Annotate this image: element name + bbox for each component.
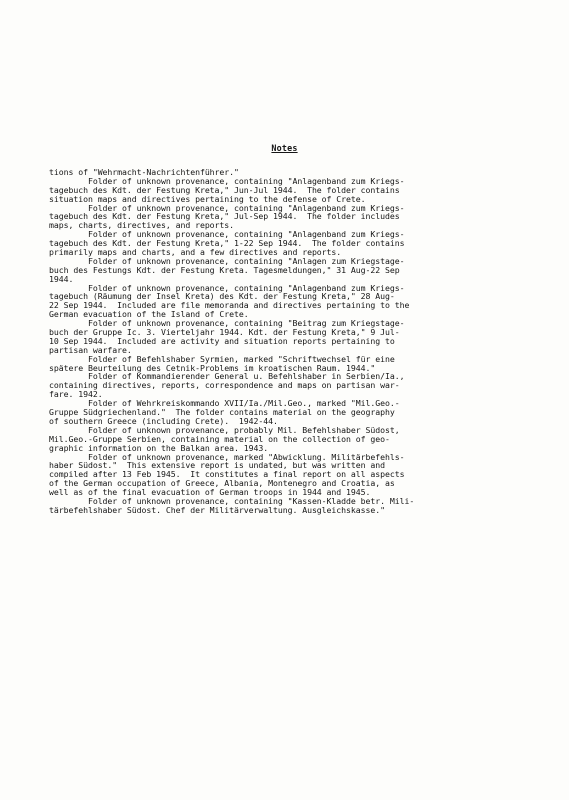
- paragraph: [49, 399, 527, 426]
- paragraph: [49, 319, 527, 355]
- text-line: tagebuch des Kdt. der Festung Kreta," Jul-Sep 1944. The folder includes: [49, 211, 400, 222]
- text-line: Folder of Befehlshaber Syrmien, marked "Schriftwechsel für eine: [49, 353, 395, 364]
- text-line: spätere Beurteilung des Cetnik-Problems im kroatischen Raum. 1944.": [49, 362, 376, 373]
- text-line: haber Südost." This extensive report is undated, but was written and: [49, 460, 385, 471]
- text-line: Folder of unknown provenance, containing "Beitrag zum Kriegstage-: [49, 318, 405, 329]
- text-line: Folder of unknown provenance, containing "Kassen-Kladde betr. Mili-: [49, 495, 415, 506]
- text-line: Mil.Geo.-Gruppe Serbien, containing material on the collection of geo-: [49, 433, 390, 444]
- text-line: German evacuation of the Island of Crete.: [49, 309, 249, 320]
- text-line: of the German occupation of Greece, Albania, Montenegro and Croatia, as: [49, 478, 395, 489]
- text-line: 10 Sep 1944. Included are activity and situation reports pertaining to: [49, 335, 395, 346]
- text-line: Folder of unknown provenance, containing "Anlagenband zum Kriegs-: [49, 282, 405, 293]
- text-line: buch des Festungs Kdt. der Festung Kreta. Tagesmeldungen," 31 Aug-22 Sep: [49, 264, 400, 275]
- text-line: tions of "Wehrmacht-Nachrichtenführer.": [49, 167, 239, 177]
- text-line: Folder of unknown provenance, containing "Anlagenband zum Kriegs-: [49, 175, 405, 186]
- text-line: Folder of Wehrkreiskommando XVII/Ia./Mil.Geo., marked "Mil.Geo.-: [49, 398, 400, 409]
- text-line: containing directives, reports, correspondence and maps on partisan war-: [49, 380, 400, 391]
- document-body: [49, 168, 527, 515]
- text-line: Folder of unknown provenance, probably Mil. Befehlshaber Südost,: [49, 424, 400, 435]
- text-line: partisan warfare.: [49, 344, 132, 355]
- text-line: buch der Gruppe Ic. 3. Vierteljahr 1944. Kdt. der Festung Kreta," 9 Jul-: [49, 327, 400, 338]
- text-line: Folder of unknown provenance, containing "Anlagen zum Kriegstage-: [49, 255, 405, 266]
- text-line: of southern Greece (including Crete). 1942-44.: [49, 415, 278, 426]
- text-line: situation maps and directives pertaining to the defense of Crete.: [49, 193, 366, 204]
- text-line: 22 Sep 1944. Included are file memoranda and directives pertaining to the: [49, 300, 410, 311]
- text-line: compiled after 13 Feb 1945. It constitutes a final report on all aspects: [49, 469, 405, 480]
- text-line: 1944.: [49, 273, 74, 284]
- paragraph: [49, 497, 527, 515]
- text-line: tagebuch des Kdt. der Festung Kreta," Jun-Jul 1944. The folder contains: [49, 184, 400, 195]
- text-line: well as of the final evacuation of German troops in 1944 and 1945.: [49, 487, 371, 498]
- paragraph: [49, 355, 527, 373]
- text-line: fare. 1942.: [49, 389, 103, 400]
- paragraph: [49, 204, 527, 231]
- text-line: Folder of unknown provenance, marked "Abwicklung. Militärbefehls-: [49, 451, 405, 462]
- paragraph: [49, 257, 527, 284]
- text-line: Folder of unknown provenance, containing "Anlagenband zum Kriegs-: [49, 229, 405, 240]
- text-line: graphic information on the Balkan area. 1943.: [49, 442, 269, 453]
- text-line: maps, charts, directives, and reports.: [49, 220, 235, 231]
- paragraph: [49, 453, 527, 497]
- page-title: Notes: [271, 143, 298, 153]
- text-line: Folder of Kommandierender General u. Befehlshaber in Serbien/Ia.,: [49, 371, 405, 382]
- text-line: primarily maps and charts, and a few directives and reports.: [49, 247, 342, 258]
- text-line: tagebuch (Räumung der Insel Kreta) des Kdt. der Festung Kreta," 28 Aug-: [49, 291, 395, 302]
- text-line: Gruppe Südgriechenland." The folder contains material on the geography: [49, 407, 395, 418]
- paragraph: [49, 284, 527, 320]
- paragraph: [49, 230, 527, 257]
- paragraph: [49, 177, 527, 204]
- paragraph: [49, 372, 527, 399]
- text-line: tärbefehlshaber Südost. Chef der Militärverwaltung. Ausgleichskasse.": [49, 504, 385, 515]
- text-line: Folder of unknown provenance, containing "Anlagenband zum Kriegs-: [49, 202, 405, 213]
- text-line: tagebuch des Kdt. der Festung Kreta," 1-22 Sep 1944. The folder contains: [49, 238, 405, 249]
- paragraph: [49, 426, 527, 453]
